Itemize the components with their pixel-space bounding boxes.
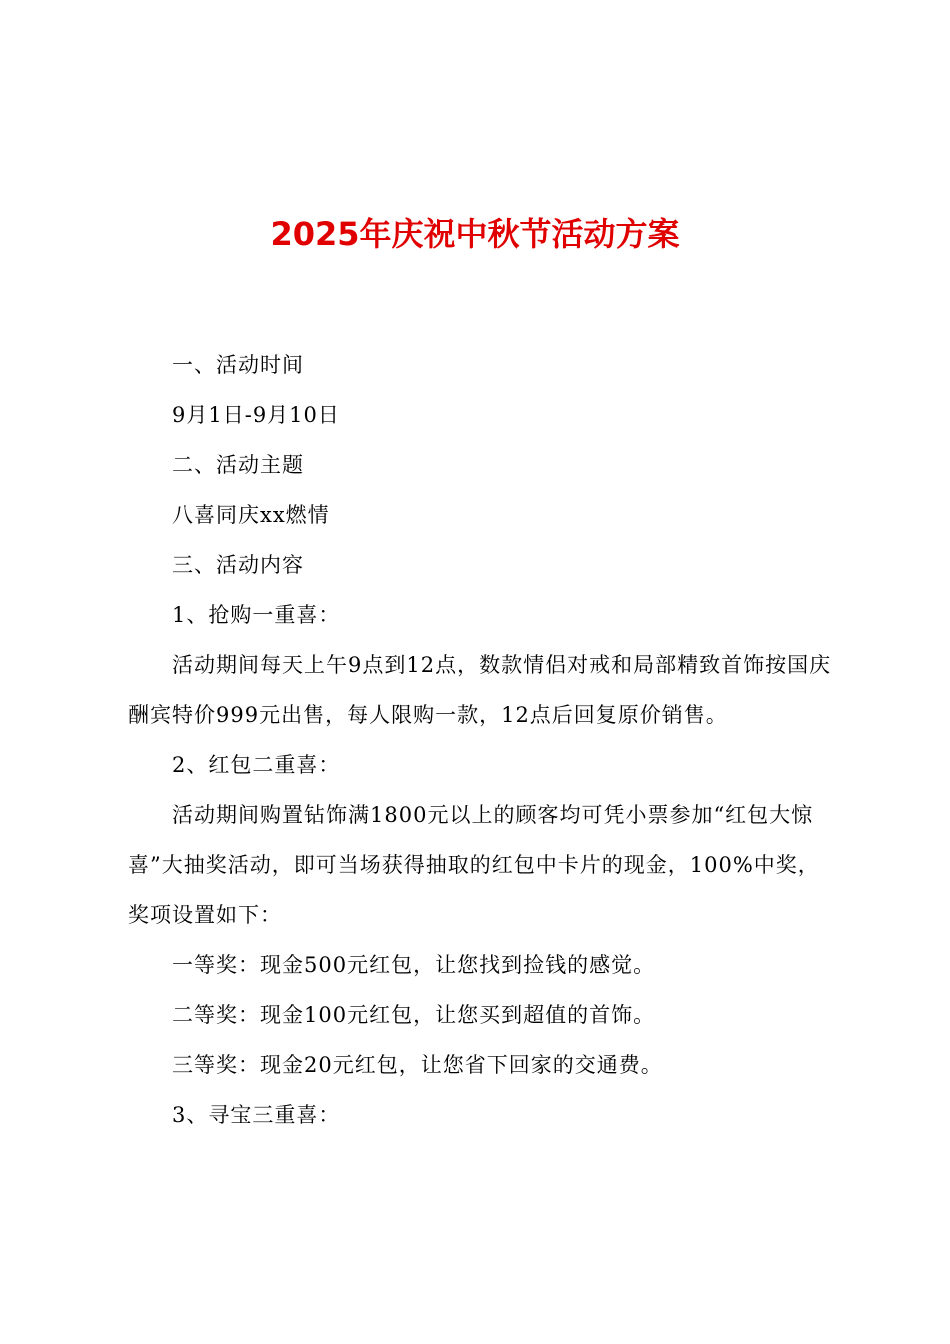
- paragraph-third-prize: 三等奖：现金20元红包，让您省下回家的交通费。: [172, 1053, 663, 1077]
- paragraph-time-value: 9月1日-9月10日: [172, 403, 340, 427]
- paragraph-rush-buy: 活动期间每天上午9点到12点，数款情侣对戒和局部精致首饰按国庆酬宾特价999元出售，每人限购一款，12点后回复原价销售。: [128, 653, 832, 727]
- subheading-rush-buy: 1、抢购一重喜：: [172, 603, 341, 627]
- subheading-red-envelope: 2、红包二重喜：: [172, 753, 341, 777]
- document-title: 2025年庆祝中秋节活动方案: [270, 215, 680, 253]
- section-heading-theme: 二、活动主题: [172, 453, 304, 477]
- paragraph-theme-value: 八喜同庆xx燃情: [172, 503, 330, 527]
- section-heading-time: 一、活动时间: [172, 353, 304, 377]
- paragraph-second-prize: 二等奖：现金100元红包，让您买到超值的首饰。: [172, 1003, 656, 1027]
- section-heading-content: 三、活动内容: [172, 553, 304, 577]
- subheading-treasure-hunt: 3、寻宝三重喜：: [172, 1103, 341, 1127]
- paragraph-red-envelope: 活动期间购置钻饰满1800元以上的顾客均可凭小票参加“红包大惊喜”大抽奖活动，即可当场获得抽取的红包中卡片的现金，100%中奖，奖项设置如下：: [128, 803, 820, 927]
- document-body: [128, 340, 833, 1140]
- paragraph-first-prize: 一等奖：现金500元红包，让您找到捡钱的感觉。: [172, 953, 656, 977]
